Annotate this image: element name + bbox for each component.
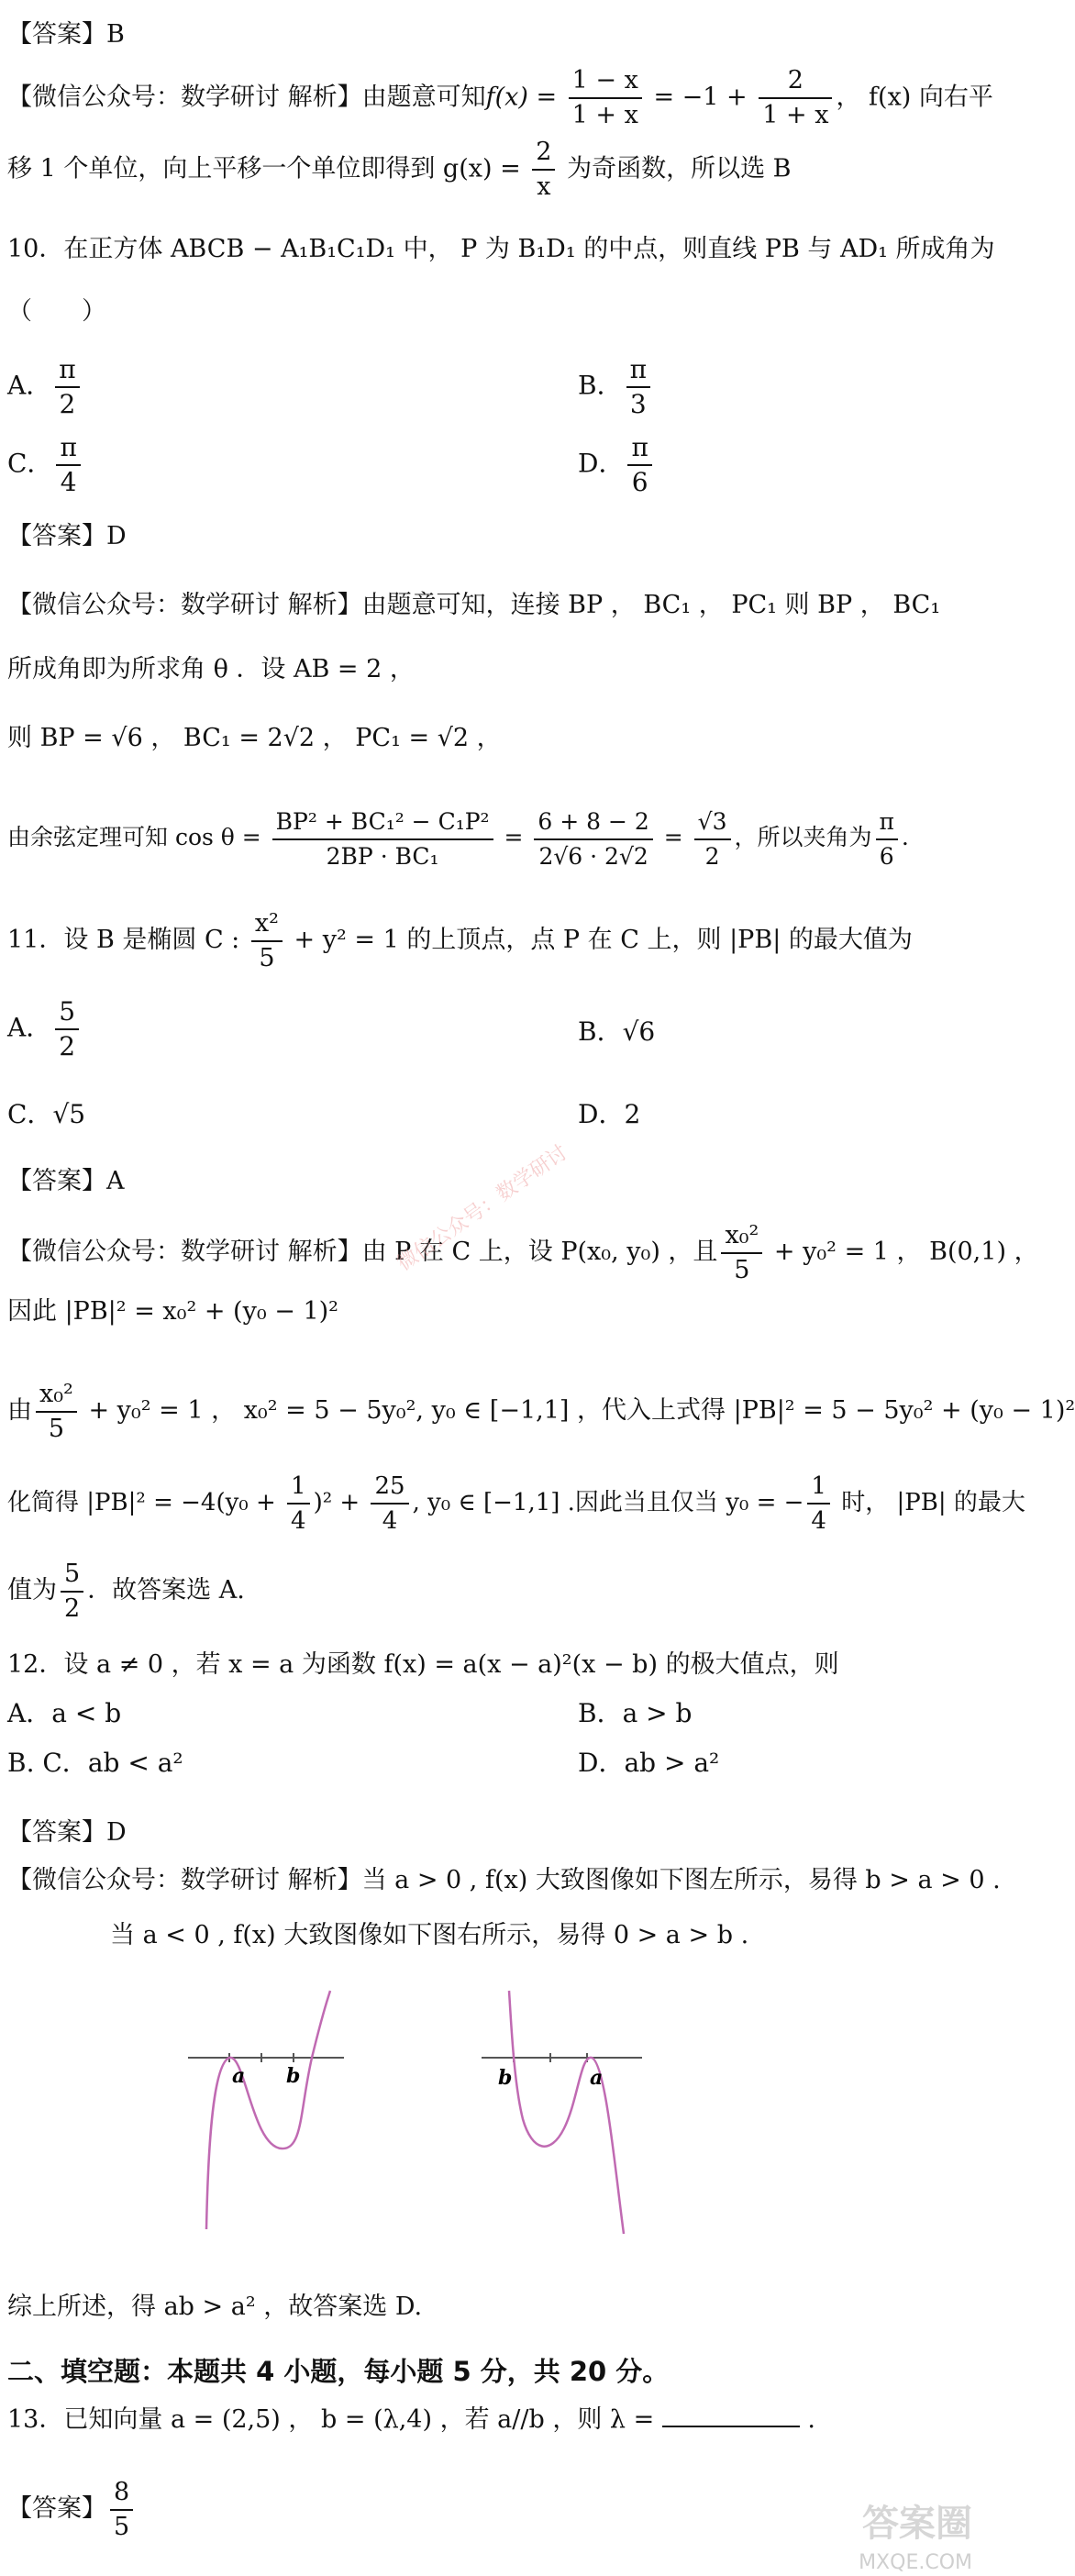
q10-answer: 【答案】D <box>7 522 127 550</box>
fraction: $\frac{2}{1 + x}$ <box>759 64 832 132</box>
q11-option-c: C．√5 <box>7 1099 86 1129</box>
answer-blank <box>662 2400 800 2427</box>
q13-answer: 【答案】 $\frac{8}{5}$ <box>7 2468 972 2550</box>
q12-conclusion: 综上所述，得 ab > a² ，故答案选 D. <box>7 2293 423 2321</box>
graph-label-b: b <box>286 2064 301 2088</box>
watermark-url: MXQE.COM <box>859 2551 972 2574</box>
fraction: $\frac{1 - x}{1 + x}$ <box>569 64 642 132</box>
graph-label-a: a <box>590 2066 604 2090</box>
q13-stem: 13．已知向量 a = (2,5) ， b = (λ,4) ，若 a//b ，则 λ = . <box>7 2400 972 2438</box>
watermark-stamp: 微信公众号：数学研讨 <box>393 1140 572 1276</box>
q10-stem: 10．在正方体 ABCB − A₁B₁C₁D₁ 中， P 为 B₁D₁ 的中点，则直线 PB 与 AD₁ 所成角为 <box>7 235 995 263</box>
q10-analysis-1: 【微信公众号：数学研讨 解析】由题意可知，连接 BP ， BC₁ ， PC₁ 则 BP ， BC₁ <box>7 591 941 619</box>
q11-answer: 【答案】A <box>7 1167 125 1195</box>
q12-analysis-1: 【微信公众号：数学研讨 解析】当 a > 0 , f(x) 大致图像如下图左所示，易得 b > a > 0 . <box>7 1866 1001 1894</box>
q10-option-a: A． $\frac{\pi}{2}$ <box>7 353 83 421</box>
q10-analysis-2: 所成角即为所求角 θ ．设 AB = 2 ， <box>7 655 415 683</box>
q11-analysis-2: 因此 |PB|² = x₀² + (y₀ − 1)² <box>7 1297 338 1326</box>
fraction: $\frac{2}{x}$ <box>532 136 555 204</box>
q10-option-b: B． $\frac{\pi}{3}$ <box>578 353 654 421</box>
q12-option-c: B. C．ab < a² <box>7 1748 183 1778</box>
q10-paren: （ ） <box>7 297 106 326</box>
q12-option-b: B．a > b <box>578 1698 693 1728</box>
graph-label-a: a <box>232 2064 246 2088</box>
q10-analysis-4: 由余弦定理可知 cos θ = $\frac{\text{BP² + BC₁² − C₁P²}}{\text{2BP · BC₁}}$ = $\frac{6 + 8 - 2}{2√6 \cdot 2√2}$ = $\frac{√3}{2}$ ，所以夹角为 $\frac{\pi}{6}$ ． <box>7 796 972 879</box>
q11-analysis-4: 化简得 |PB|² = −4(y₀ + $\frac{1}{4}$ )² + $\frac{25}{4}$ , y₀ ∈ [−1,1] .因此当且仅当 y₀ = − $\frac{1}{4}$ 时， |PB| 的最大 <box>7 1466 972 1539</box>
graph-left <box>179 2000 362 2238</box>
q11-analysis-1: 【微信公众号：数学研讨 解析】由 P 在 C 上，设 P(x₀, y₀) ，且 $\frac{\text{x₀²}}{5}$ + y₀² = 1 ， B(0,1) ， <box>7 1220 1039 1284</box>
q11-analysis-3: 由 $\frac{\text{x₀²}}{5}$ + y₀² = 1 ， x₀² = 5 − 5y₀², y₀ ∈ [−1,1] ，代入上式得 |PB|² = 5 − 5y₀² + (y₀ − 1)² <box>7 1379 1075 1443</box>
q9-answer: 【答案】B <box>7 20 125 49</box>
q12-option-d: D．ab > a² <box>578 1748 720 1778</box>
q11-option-b: B．√6 <box>578 1016 656 1047</box>
graph-label-b: b <box>498 2066 513 2090</box>
q10-option-d: D． $\frac{\pi}{6}$ <box>578 431 656 499</box>
q10-analysis-3: 则 BP = √6 ， BC₁ = 2√2 ， PC₁ = √2 ， <box>7 724 502 752</box>
graph-right <box>472 2000 656 2238</box>
section-heading: 二、填空题：本题共 4 小题，每小题 5 分，共 20 分。 <box>7 2356 670 2387</box>
curve <box>206 1991 330 2229</box>
curve <box>509 1991 624 2234</box>
watermark-logo: 答案圈 <box>862 2503 972 2545</box>
q12-answer: 【答案】D <box>7 1818 127 1847</box>
q11-stem: 11．设 B 是椭圆 C : $\frac{\text{x²}}{5}$ + y² = 1 的上顶点，点 P 在 C 上，则 |PB| 的最大值为 <box>7 908 913 972</box>
q11-analysis-5: 值为 $\frac{5}{2}$ ．故答案选 A. <box>7 1559 245 1623</box>
q12-stem: 12．设 a ≠ 0 ，若 x = a 为函数 f(x) = a(x − a)²(x − b) 的极大值点，则 <box>7 1650 839 1679</box>
q10-option-c: C． $\frac{\pi}{4}$ <box>7 431 84 499</box>
q11-option-a: A． $\frac{5}{2}$ <box>7 995 83 1063</box>
q12-analysis-2: 当 a < 0 , f(x) 大致图像如下图右所示，易得 0 > a > b . <box>110 1921 749 1949</box>
q9-analysis: 【微信公众号：数学研讨 解析】由题意可知f(x) = $\frac{1 - x}{1 + x}$ = −1 + $\frac{2}{1 + x}$ ， f(x) 向右平 <box>7 64 972 119</box>
q9-analysis-line2: 移 1 个单位，向上平移一个单位即得到 g(x) = $\frac{2}{x}$ 为奇函数，所以选 B <box>7 136 972 191</box>
q12-option-a: A．a < b <box>7 1698 122 1728</box>
q11-option-d: D．2 <box>578 1099 641 1129</box>
